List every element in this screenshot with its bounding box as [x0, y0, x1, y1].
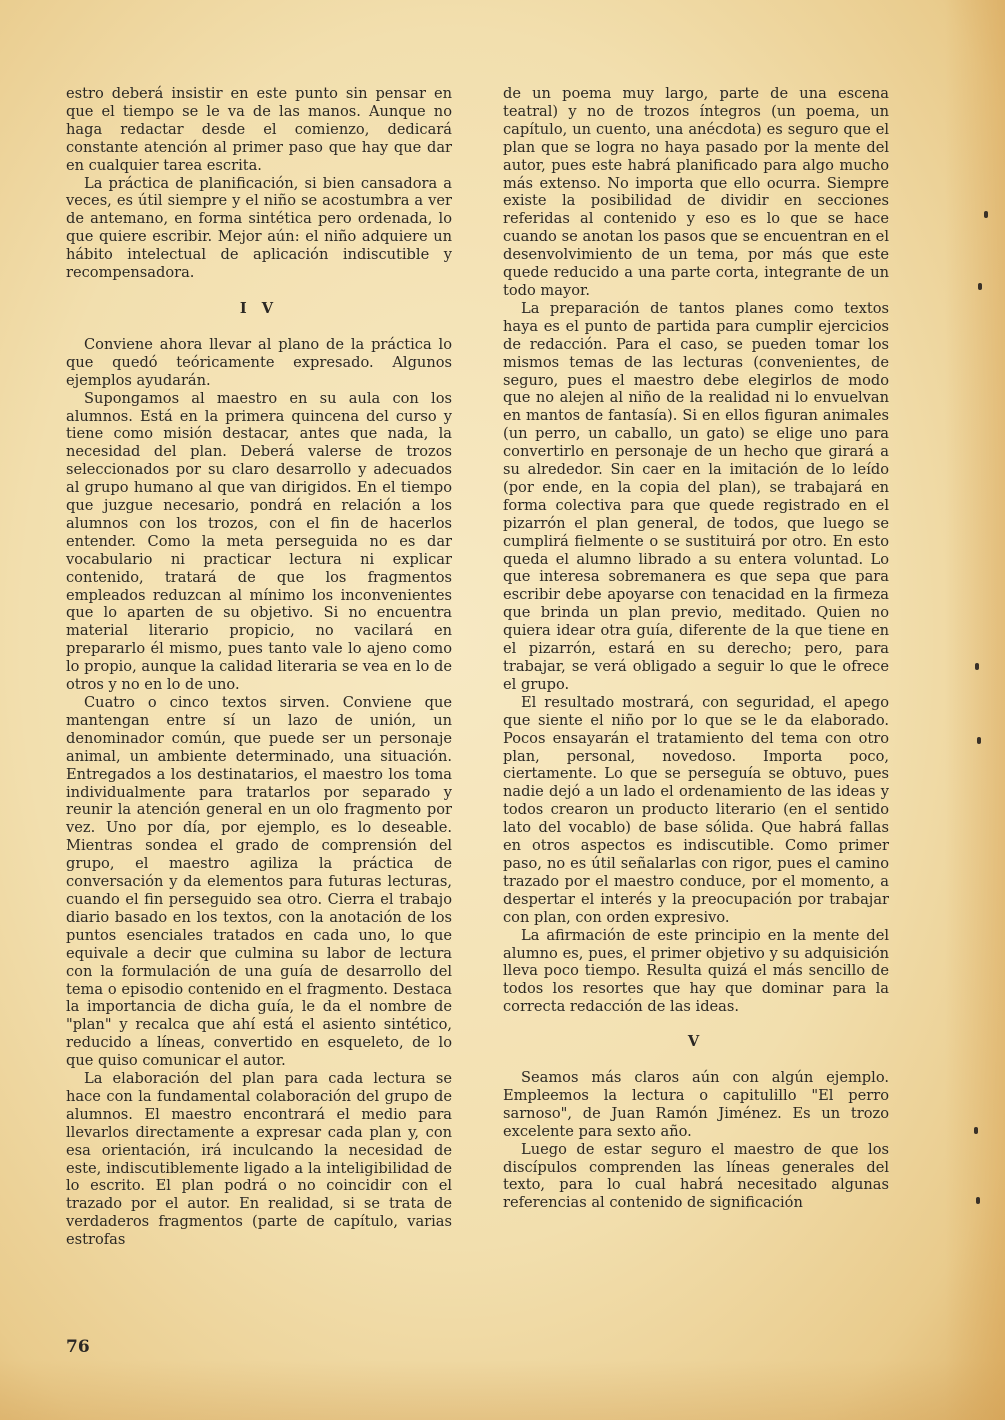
- paragraph: Conviene ahora llevar al plano de la práctica lo que quedó teóricamente expresado. Algunos ejemplos ayudarán.: [66, 335, 452, 389]
- paragraph: La preparación de tantos planes como textos haya es el punto de partida para cumplir ejercicios de redacción. Para el caso, se pueden tomar los mismos temas de las lecturas (convenientes, de seguro, pues el maestro debe elegirlos de modo que no alejen al niño de la realidad ni lo envuelvan en mantos de fantasía). Si en ellos figuran animales (un perro, un caballo, un gato) se elige uno para convertirlo en personaje de un hecho que girará a su alrededor. Sin caer en la imitación de lo leído (por ende, en la copia del plan), se trabajará en forma colectiva para que quede registrado en el pizarrón el plan general, de todos, que luego se cumplirá fielmente o se sustituirá por otro. En esto queda el alumno librado a su entera voluntad. Lo que interesa sobremanera es que sepa que para escribir debe apoyarse con tenacidad en la firmeza que brinda un plan previo, meditado. Quien no quiera idear otra guía, diferente de la que tiene en el pizarrón, estará en su derecho; pero, para trabajar, se verá obligado a seguir lo que le ofrece el grupo.: [503, 299, 889, 693]
- section-heading-v: V: [687, 1033, 705, 1051]
- paragraph: Supongamos al maestro en su aula con los alumnos. Está en la primera quincena del curso y tiene como misión destacar, antes que nada, la necesidad del plan. Deberá valerse de trozos seleccionados por su claro desarrollo y adecuados al grupo humano al que van dirigidos. En el tiempo que juzgue necesario, pondrá en relación a los alumnos con los trozos, con el fin de hacerlos entender. Como la meta perseguida no es dar vocabulario ni practicar lectura ni explicar contenido, tratará de que los fragmentos empleados reduzcan al mínimo los inconvenientes que lo aparten de su objetivo. Si no encuentra material literario propicio, no vacilará en prepararlo él mismo, pues tanto vale lo ajeno como lo propio, aunque la calidad literaria se vea en lo de otros y no en lo de uno.: [66, 389, 452, 694]
- margin-mark: [978, 283, 982, 290]
- paragraph: Cuatro o cinco textos sirven. Conviene que mantengan entre sí un lazo de unión, un denominador común, que puede ser un personaje animal, un ambiente determinado, una situación. Entregados a los destinatarios, el maestro los toma individualmente para tratarlos por separado y reunir la atención general en un olo fragmento por vez. Uno por día, por ejemplo, es lo deseable. Mientras sondea el grado de comprensión del grupo, el maestro agiliza la práctica de conversación y da elementos para futuras lecturas, cuando el fin perseguido sea otro. Cierra el trabajo diario basado en los textos, con la anotación de los puntos esenciales tratados en cada uno, lo que equivale a decir que culmina su labor de lectura con la formulación de una guía de desarrollo del tema o episodio contenido en el fragmento. Destaca la importancia de dicha guía, le da el nombre de "plan" y recalca que ahí está el asiento sintético, reducido a líneas, convertido en esqueleto, de lo que quiso comunicar el autor.: [66, 694, 452, 1070]
- paragraph: La práctica de planificación, si bien cansadora a veces, es útil siempre y el niño se acostumbra a ver de antemano, en forma sintética pero ordenada, lo que quiere escribir. Mejor aún: el niño adquiere un hábito intelectual de aplicación indiscutible y recompensadora.: [66, 174, 452, 282]
- margin-mark: [975, 663, 979, 670]
- left-column: [66, 85, 452, 1249]
- page-edge-shading-bottom: [0, 1360, 1005, 1420]
- paragraph: El resultado mostrará, con seguridad, el apego que siente el niño por lo que se le da elaborado. Pocos ensayarán el tratamiento del tema con otro plan, personal, novedoso. Importa poco, ciertamente. Lo que se perseguía se obtuvo, pues nadie dejó a un lado el ordenamiento de las ideas y todos crearon un producto literario (en el sentido lato del vocablo) de base sólida. Que habrá fallas en otros aspectos es indiscutible. Como primer paso, no es útil señalarlas con rigor, pues el camino trazado por el maestro conduce, por el momento, a despertar el interés y la preocupación por trabajar con plan, con orden expresivo.: [503, 693, 889, 926]
- right-column: [503, 85, 889, 1212]
- margin-mark: [977, 737, 981, 744]
- margin-mark: [976, 1197, 980, 1204]
- paragraph: estro deberá insistir en este punto sin pensar en que el tiempo se le va de las manos. Aunque no haga redactar desde el comienzo, dedicará constante atención al primer paso que hay que dar en cualquier tarea escrita.: [66, 85, 452, 174]
- paragraph: Seamos más claros aún con algún ejemplo. Empleemos la lectura o capitulillo "El perro sarnoso", de Juan Ramón Jiménez. Es un trozo excelente para sexto año.: [503, 1069, 889, 1140]
- margin-mark: [974, 1127, 978, 1134]
- margin-mark: [984, 211, 988, 218]
- paragraph: de un poema muy largo, parte de una escena teatral) y no de trozos íntegros (un poema, un capítulo, un cuento, una anécdota) es seguro que el plan que se logra no haya pasado por la mente del autor, pues este habrá planificado para algo mucho más extenso. No importa que ello ocurra. Siempre existe la posibilidad de dividir en secciones referidas al contenido y eso es lo que se hace cuando se anotan los pasos que se encuentran en el desenvolvimiento de un tema, por más que este quede reducido a una parte corta, integrante de un todo mayor.: [503, 85, 889, 299]
- page-edge-shading-right: [945, 0, 1005, 1420]
- page-number: 76: [66, 1337, 90, 1357]
- paragraph: La afirmación de este principio en la mente del alumno es, pues, el primer objetivo y su adquisición lleva poco tiempo. Resulta quizá el más sencillo de todos los resortes que hay que dominar para la correcta redacción de las ideas.: [503, 926, 889, 1016]
- paragraph: La elaboración del plan para cada lectura se hace con la fundamental colaboración del grupo de alumnos. El maestro encontrará el medio para llevarlos directamente a expresar cada plan y, con esa orientación, irá inculcando la necesidad de este, indiscutiblemente ligado a la inteligibilidad de lo escrito. El plan podrá o no coincidir con el trazado por el autor. En realidad, si se trata de verdaderos fragmentos (parte de capítulo, varias estrofas: [66, 1070, 452, 1249]
- section-heading-iv: I V: [239, 299, 279, 317]
- paragraph: Luego de estar seguro el maestro de que los discípulos comprenden las líneas generales del texto, para lo cual habrá necesitado algunas referencias al contenido de significación: [503, 1140, 889, 1212]
